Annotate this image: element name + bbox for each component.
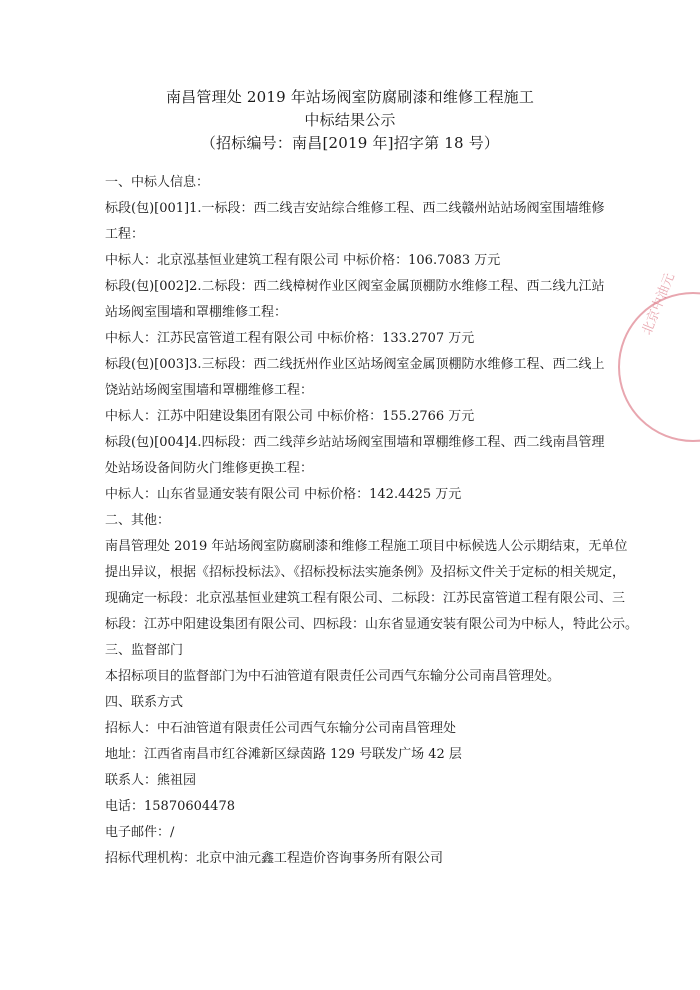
lot-2-description: 标段(包)[002]2.二标段：西二线樟树作业区阀室金属顶棚防水维修工程、西二线九江站 <box>105 279 605 294</box>
lot-3-description: 标段(包)[003]3.三标段：西二线抚州作业区站场阀室金属顶棚防水维修工程、西二线上 <box>105 357 605 372</box>
contact-person: 联系人：熊祖园 <box>105 773 197 788</box>
lot-3-winner: 中标人：江苏中阳建设集团有限公司 中标价格：155.2766 万元 <box>105 409 475 424</box>
document-header <box>0 86 700 155</box>
lot-3-description-cont: 饶站站场阀室围墙和罩棚维修工程： <box>105 383 314 398</box>
lot-4-description-cont: 处站场设备间防火门维修更换工程： <box>105 461 314 476</box>
contact-address: 地址：江西省南昌市红谷滩新区绿茵路 129 号联发广场 42 层 <box>105 747 462 762</box>
section-2-line-3: 现确定一标段：北京泓基恒业建筑工程有限公司、二标段：江苏民富管道工程有限公司、三 <box>105 591 626 606</box>
section-2-line-2: 提出异议，根据《招标投标法》、《招标投标法实施条例》及招标文件关于定标的相关规定， <box>105 565 626 580</box>
tender-agency: 招标代理机构：北京中油元鑫工程造价咨询事务所有限公司 <box>105 851 444 866</box>
lot-2-winner: 中标人：江苏民富管道工程有限公司 中标价格：133.2707 万元 <box>105 331 475 346</box>
lot-1-description-cont: 工程： <box>105 227 145 242</box>
section-3-heading: 三、监督部门 <box>105 643 184 658</box>
section-1-heading: 一、中标人信息： <box>105 175 210 190</box>
title-line-2: 中标结果公示 <box>304 111 396 129</box>
contact-email: 电子邮件：/ <box>105 825 175 840</box>
document-body <box>105 170 639 872</box>
section-2-heading: 二、其他： <box>105 513 171 528</box>
section-2-line-4: 标段：江苏中阳建设集团有限公司、四标段：山东省显通安装有限公司为中标人，特此公示。 <box>105 617 639 632</box>
lot-2-description-cont: 站场阀室围墙和罩棚维修工程： <box>105 305 288 320</box>
lot-1-winner: 中标人：北京泓基恒业建筑工程有限公司 中标价格：106.7083 万元 <box>105 253 501 268</box>
lot-4-description: 标段(包)[004]4.四标段：西二线萍乡站站场阀室围墙和罩棚维修工程、西二线南昌管理 <box>105 435 605 450</box>
section-2-line-1: 南昌管理处 2019 年站场阀室防腐刷漆和维修工程施工项目中标候选人公示期结束，无单位 <box>105 539 628 554</box>
section-4-heading: 四、联系方式 <box>105 695 184 710</box>
lot-1-description: 标段(包)[001]1.一标段：西二线吉安站综合维修工程、西二线赣州站站场阀室围墙维修 <box>105 201 605 216</box>
section-3-text: 本招标项目的监督部门为中石油管道有限责任公司西气东输分公司南昌管理处。 <box>105 669 561 684</box>
title-line-1: 南昌管理处 2019 年站场阀室防腐刷漆和维修工程施工 <box>165 88 535 106</box>
contact-tenderer: 招标人：中石油管道有限责任公司西气东输分公司南昌管理处 <box>105 721 457 736</box>
contact-phone: 电话：15870604478 <box>105 799 235 814</box>
lot-4-winner: 中标人：山东省显通安装有限公司 中标价格：142.4425 万元 <box>105 487 462 502</box>
title-line-3: （招标编号：南昌[2019 年]招字第 18 号） <box>200 134 500 152</box>
official-seal-text: 北京中油元 <box>639 271 678 338</box>
